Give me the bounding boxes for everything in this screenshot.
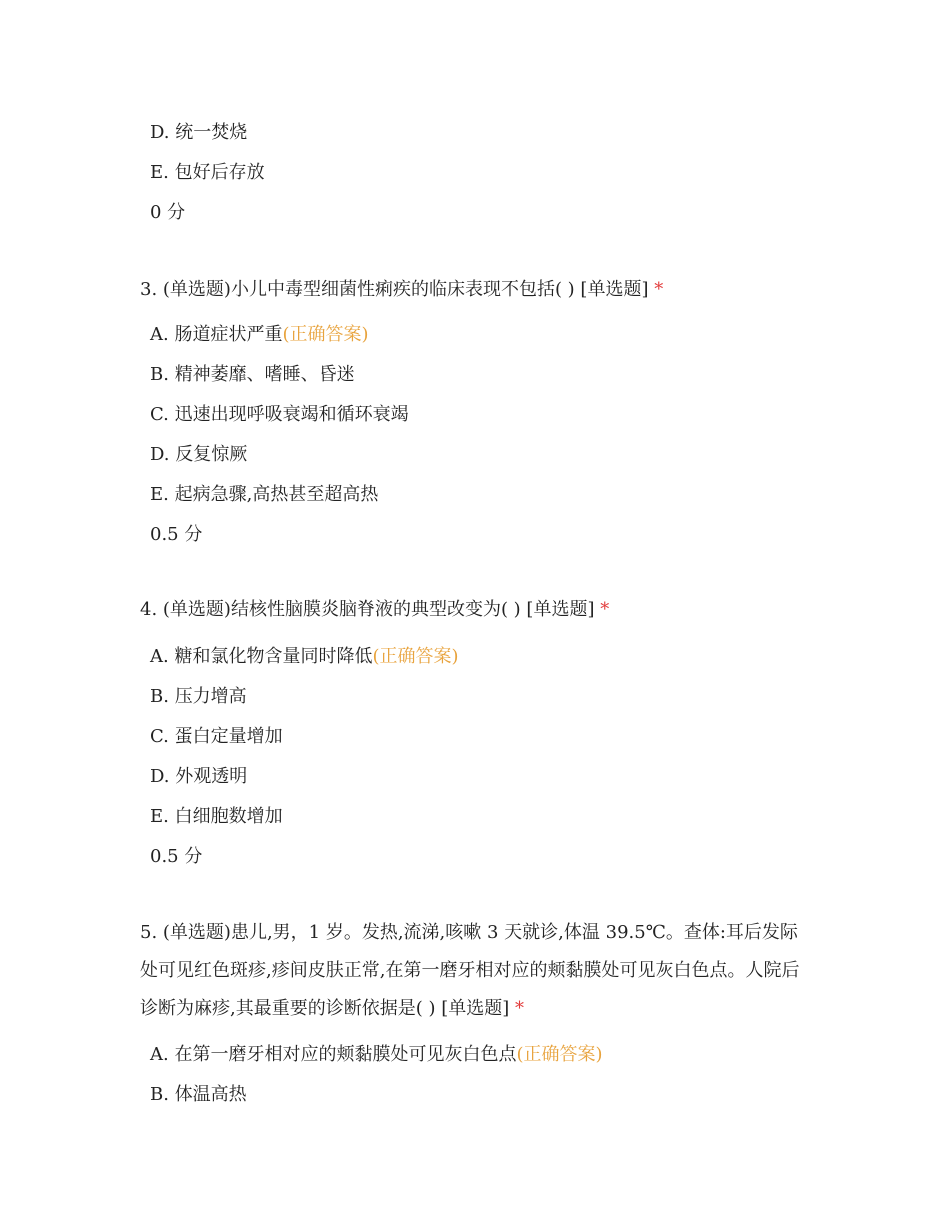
question-title: 3. (单选题)小儿中毒型细菌性痢疾的临床表现不包括( ) [单选题] * — [140, 279, 664, 300]
option-a: A. 糖和氯化物含量同时降低(正确答案) — [150, 646, 459, 667]
required-mark: * — [600, 599, 610, 620]
question-score: 0.5 分 — [150, 524, 203, 545]
option-e: E. 白细胞数增加 — [150, 806, 283, 827]
option-b: B. 精神萎靡、嗜睡、昏迷 — [150, 364, 355, 385]
question-title: 5. (单选题)患儿,男，1 岁。发热,流涕,咳嗽 3 天就诊,体温 39.5℃。查体:耳后发际处可见红色斑疹,疹间皮肤正常,在第一磨牙相对应的颊黏膜处可见灰白色点。人院后诊断为麻疹,其最重要的诊断依据是( ) [单选题] * — [140, 922, 800, 1019]
required-mark: * — [654, 279, 664, 300]
correct-answer-tag: (正确答案) — [516, 1044, 603, 1065]
option-a: A. 在第一磨牙相对应的颊黏膜处可见灰白色点(正确答案) — [150, 1044, 603, 1065]
option-d: D. 外观透明 — [150, 766, 248, 787]
option-d: D. 反复惊厥 — [150, 444, 248, 465]
question-score: 0 分 — [150, 202, 186, 223]
required-mark: * — [515, 998, 524, 1019]
correct-answer-tag: (正确答案) — [372, 646, 459, 667]
question-score: 0.5 分 — [150, 846, 203, 867]
option-c: C. 蛋白定量增加 — [150, 726, 283, 747]
option-a: A. 肠道症状严重(正确答案) — [150, 324, 369, 345]
option-b: B. 压力增高 — [150, 686, 247, 707]
option-b: B. 体温高热 — [150, 1084, 247, 1105]
option-e: E. 起病急骤,高热甚至超高热 — [150, 484, 379, 505]
question-title: 4. (单选题)结核性脑膜炎脑脊液的典型改变为( ) [单选题] * — [140, 599, 610, 620]
option-d: D. 统一焚烧 — [150, 122, 248, 143]
correct-answer-tag: (正确答案) — [282, 324, 369, 345]
option-e: E. 包好后存放 — [150, 162, 265, 183]
option-c: C. 迅速出现呼吸衰竭和循环衰竭 — [150, 404, 409, 425]
